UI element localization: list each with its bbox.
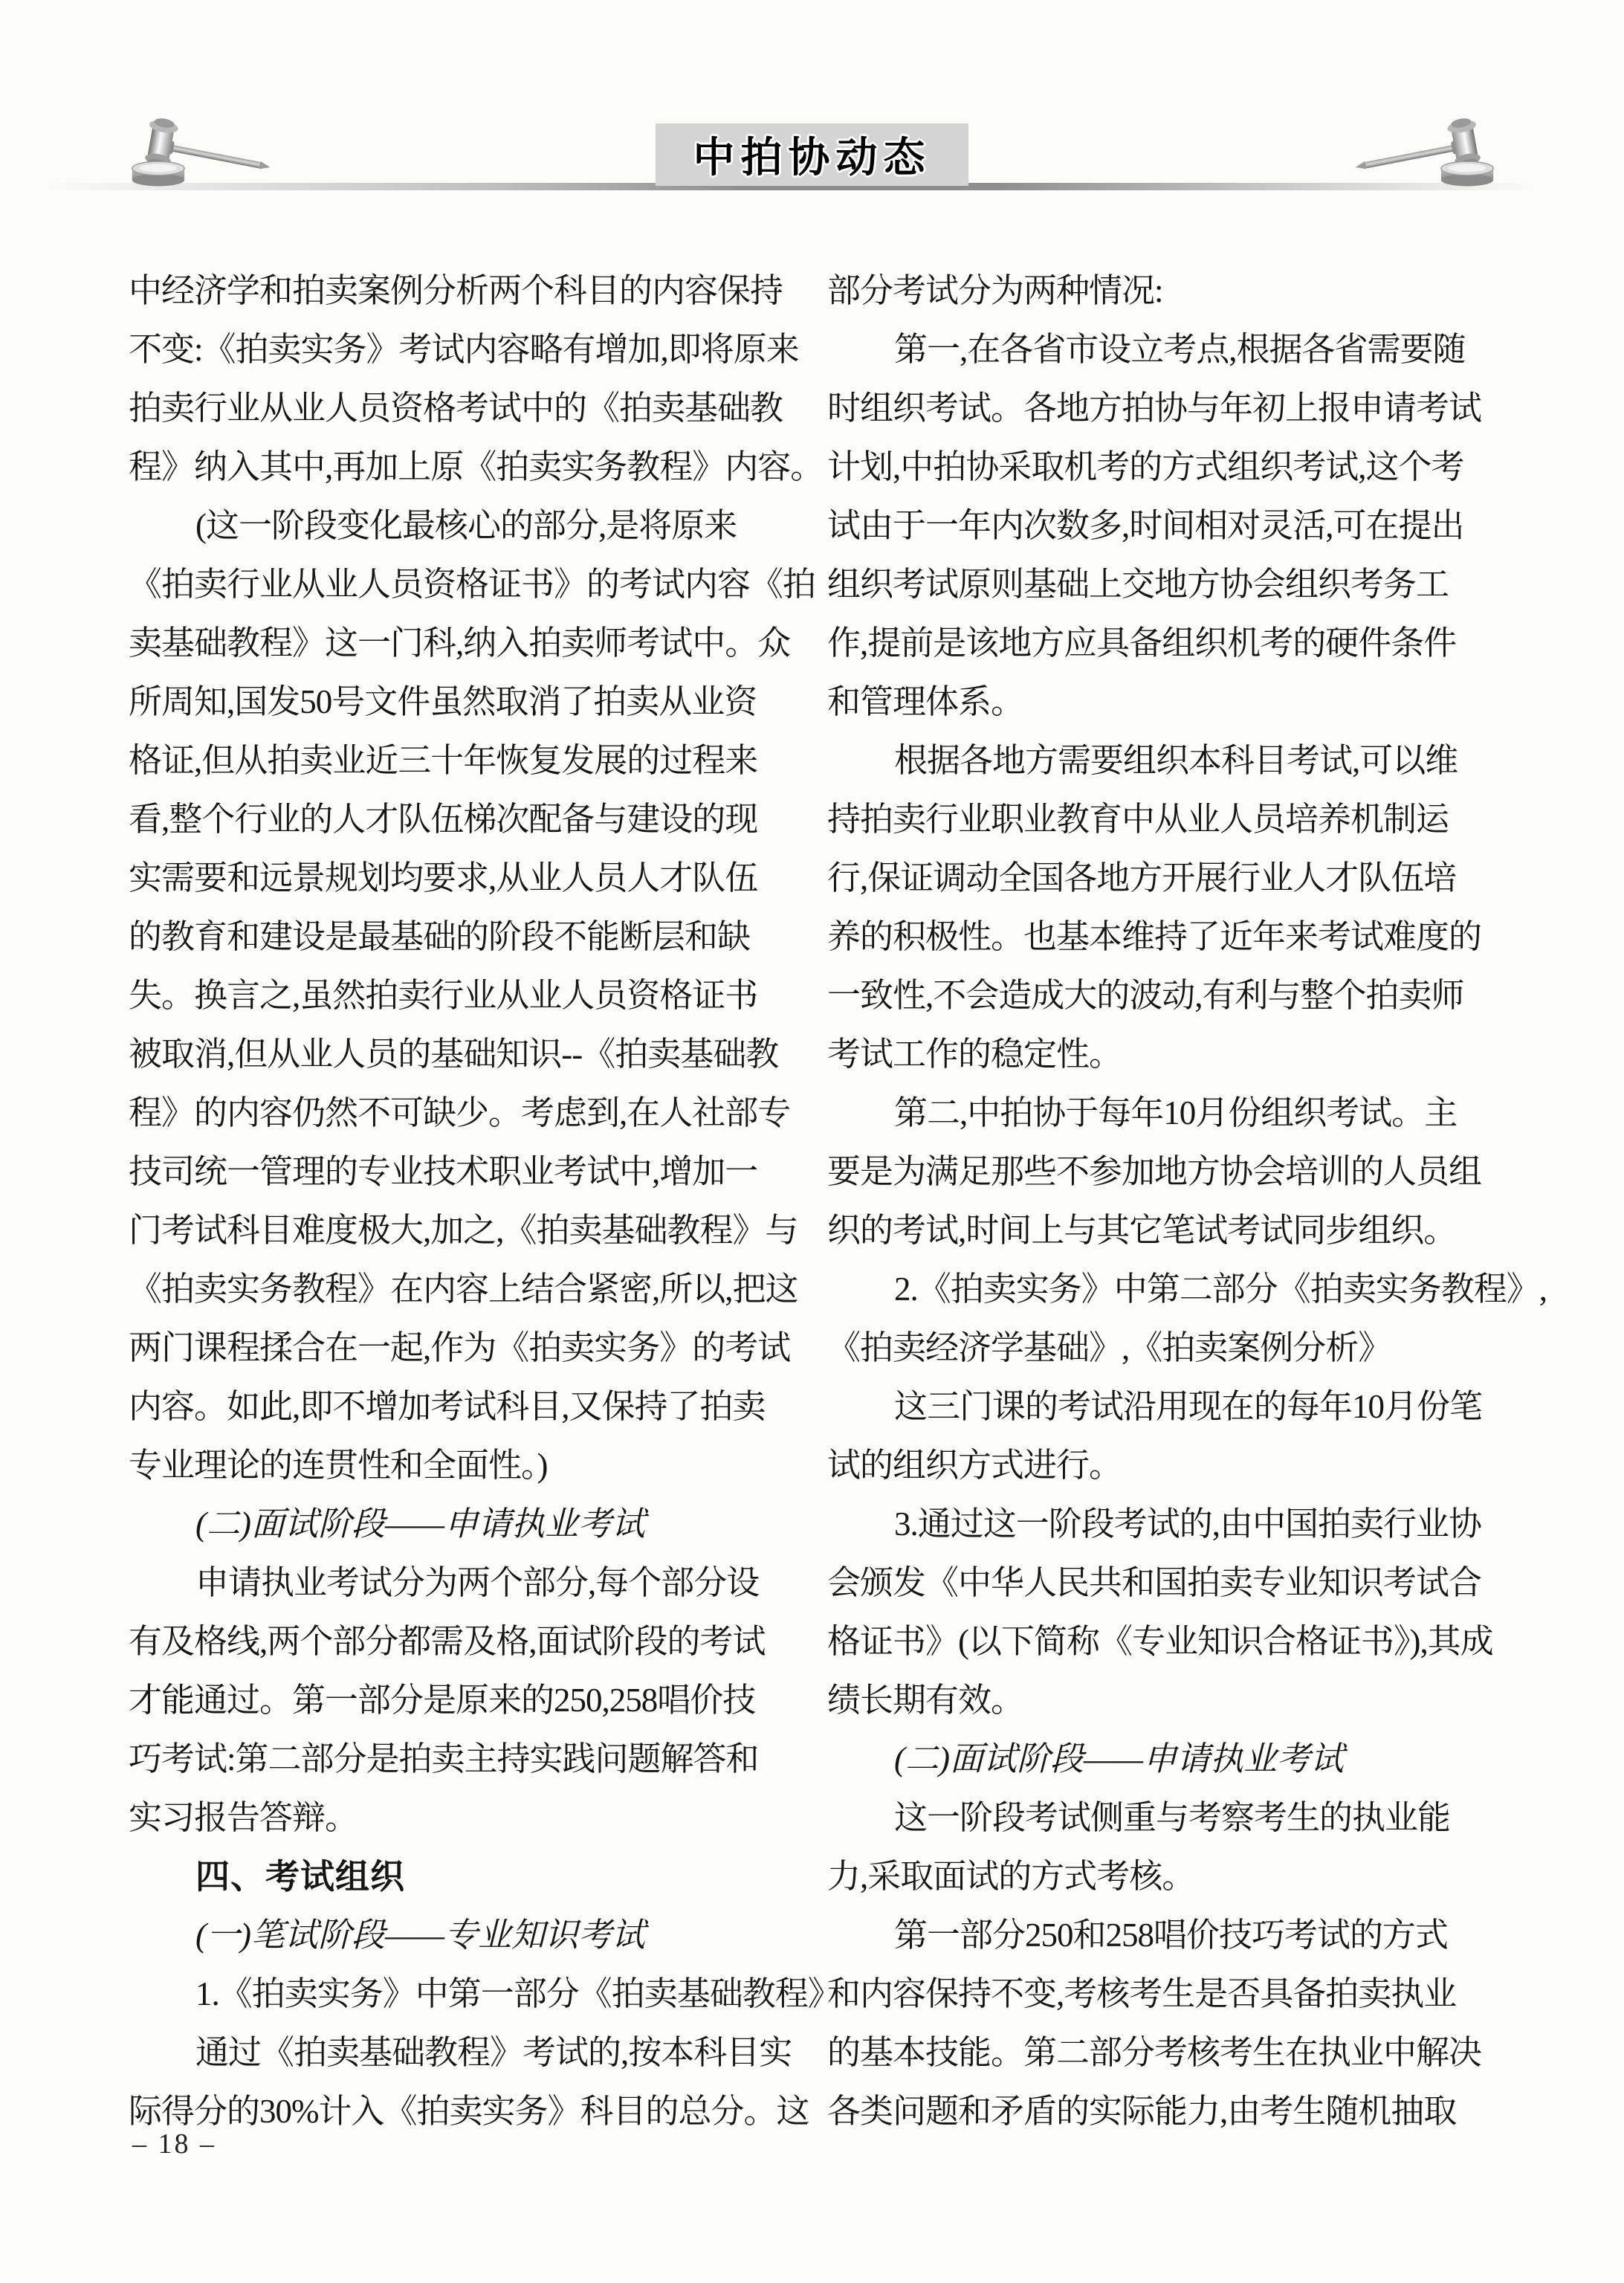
text-line: 才能通过。第一部分是原来的250,258唱价技	[129, 1682, 756, 1719]
text-line: 专业理论的连贯性和全面性。)	[129, 1447, 548, 1484]
text-line: 第一,在各省市设立考点,根据各省需要随	[894, 331, 1466, 368]
text-line: 通过《拍卖基础教程》考试的,按本科目实	[195, 2034, 792, 2071]
text-line: 力,采取面试的方式考核。	[827, 1858, 1195, 1895]
text-line: 两门课程揉合在一起,作为《拍卖实务》的考试	[129, 1329, 791, 1366]
text-line: 1.《拍卖实务》中第一部分《拍卖基础教程》	[195, 1975, 841, 2012]
text-line: (二)面试阶段——申请执业考试	[195, 1505, 645, 1543]
page-number: – 18 –	[132, 2128, 216, 2160]
text-line: (一)笔试阶段——专业知识考试	[195, 1917, 645, 1954]
text-line: 四、考试组织	[195, 1857, 405, 1896]
text-line: 的基本技能。第二部分考核考生在执业中解决	[827, 2034, 1482, 2071]
text-line: 的教育和建设是最基础的阶段不能断层和缺	[129, 918, 751, 955]
text-line: 中经济学和拍卖案例分析两个科目的内容保持	[129, 272, 783, 309]
text-line: 组织考试原则基础上交地方协会组织考务工	[827, 566, 1449, 603]
text-line: 2.《拍卖实务》中第二部分《拍卖实务教程》,	[894, 1270, 1547, 1308]
text-line: 际得分的30%计入《拍卖实务》科目的总分。这	[129, 2093, 809, 2130]
text-line: 各类问题和矛盾的实际能力,由考生随机抽取	[827, 2093, 1457, 2130]
gavel-icon	[1347, 117, 1499, 190]
text-line: 一致性,不会造成大的波动,有利与整个拍卖师	[827, 977, 1464, 1014]
text-line: 第一部分250和258唱价技巧考试的方式	[894, 1917, 1449, 1954]
text-line: 卖基础教程》这一门科,纳入拍卖师考试中。众	[129, 624, 791, 662]
text-line: 计划,中拍协采取机考的方式组织考试,这个考	[827, 448, 1464, 485]
text-line: 被取消,但从业人员的基础知识--《拍卖基础教	[129, 1036, 779, 1073]
column-right	[827, 262, 1547, 2141]
text-line: 部分考试分为两种情况:	[827, 272, 1163, 309]
text-line: 织的考试,时间上与其它笔试考试同步组织。	[827, 1212, 1457, 1249]
text-line: 绩长期有效。	[827, 1682, 1024, 1719]
text-line: 实习报告答辩。	[129, 1799, 358, 1836]
text-line: 不变:《拍卖实务》考试内容略有增加,即将原来	[129, 331, 799, 368]
text-line: 申请执业考试分为两个部分,每个部分设	[195, 1564, 760, 1601]
text-line: 格证,但从拍卖业近三十年恢复发展的过程来	[129, 742, 758, 779]
text-line: 试的组织方式进行。	[827, 1447, 1122, 1484]
text-line: 3.通过这一阶段考试的,由中国拍卖行业协	[894, 1505, 1482, 1543]
text-line: 这一阶段考试侧重与考察考生的执业能	[894, 1799, 1451, 1836]
text-line: 看,整个行业的人才队伍梯次配备与建设的现	[129, 801, 758, 838]
text-line: 技司统一管理的专业技术职业考试中,增加一	[129, 1153, 758, 1190]
text-line: 养的积极性。也基本维持了近年来考试难度的	[827, 918, 1482, 955]
text-line: 实需要和远景规划均要求,从业人员人才队伍	[129, 859, 758, 897]
text-line: 和管理体系。	[827, 683, 1024, 720]
text-line: (这一阶段变化最核心的部分,是将原来	[195, 507, 737, 544]
text-line: 会颁发《中华人民共和国拍卖专业知识考试合	[827, 1564, 1482, 1601]
column-left	[129, 262, 841, 2141]
text-line: 试由于一年内次数多,时间相对灵活,可在提出	[827, 507, 1464, 544]
text-line: 第二,中拍协于每年10月份组织考试。主	[894, 1094, 1458, 1131]
page-section-title: 中拍协动态	[693, 134, 931, 181]
text-line: 《拍卖经济学基础》,《拍卖案例分析》	[827, 1329, 1391, 1366]
text-line: 格证书》(以下简称《专业知识合格证书》),其成	[827, 1623, 1493, 1660]
text-line: 拍卖行业从业人员资格考试中的《拍卖基础教	[129, 390, 783, 427]
text-line: 《拍卖行业从业人员资格证书》的考试内容《拍	[129, 566, 816, 603]
text-line: 程》纳入其中,再加上原《拍卖实务教程》内容。	[129, 448, 824, 485]
text-line: 时组织考试。各地方拍协与年初上报申请考试	[827, 390, 1482, 427]
text-line: 程》的内容仍然不可缺少。考虑到,在人社部专	[129, 1094, 791, 1131]
text-line: 要是为满足那些不参加地方协会培训的人员组	[827, 1153, 1482, 1190]
text-line: 作,提前是该地方应具备组织机考的硬件条件	[827, 624, 1457, 662]
text-line: 这三门课的考试沿用现在的每年10月份笔	[894, 1388, 1483, 1425]
text-line: 《拍卖实务教程》在内容上结合紧密,所以,把这	[129, 1270, 798, 1308]
text-line: 内容。如此,即不增加考试科目,又保持了拍卖	[129, 1388, 766, 1425]
text-line: 考试工作的稳定性。	[827, 1036, 1122, 1073]
article-body	[129, 262, 1547, 2141]
text-line: 所周知,国发50号文件虽然取消了拍卖从业资	[129, 683, 757, 720]
text-line: 持拍卖行业职业教育中从业人员培养机制运	[827, 801, 1449, 838]
text-line: 行,保证调动全国各地方开展行业人才队伍培	[827, 859, 1457, 897]
gavel-icon	[126, 117, 279, 190]
text-line: 根据各地方需要组织本科目考试,可以维	[894, 742, 1458, 779]
text-line: 有及格线,两个部分都需及格,面试阶段的考试	[129, 1623, 766, 1660]
text-line: 失。换言之,虽然拍卖行业从业人员资格证书	[129, 977, 758, 1014]
text-line: 巧考试:第二部分是拍卖主持实践问题解答和	[129, 1740, 759, 1777]
text-line: 门考试科目难度极大,加之,《拍卖基础教程》与	[129, 1212, 798, 1249]
header-title-box	[656, 123, 968, 186]
text-line: 和内容保持不变,考核考生是否具备拍卖执业	[827, 1975, 1457, 2012]
text-line: (二)面试阶段——申请执业考试	[894, 1740, 1344, 1777]
